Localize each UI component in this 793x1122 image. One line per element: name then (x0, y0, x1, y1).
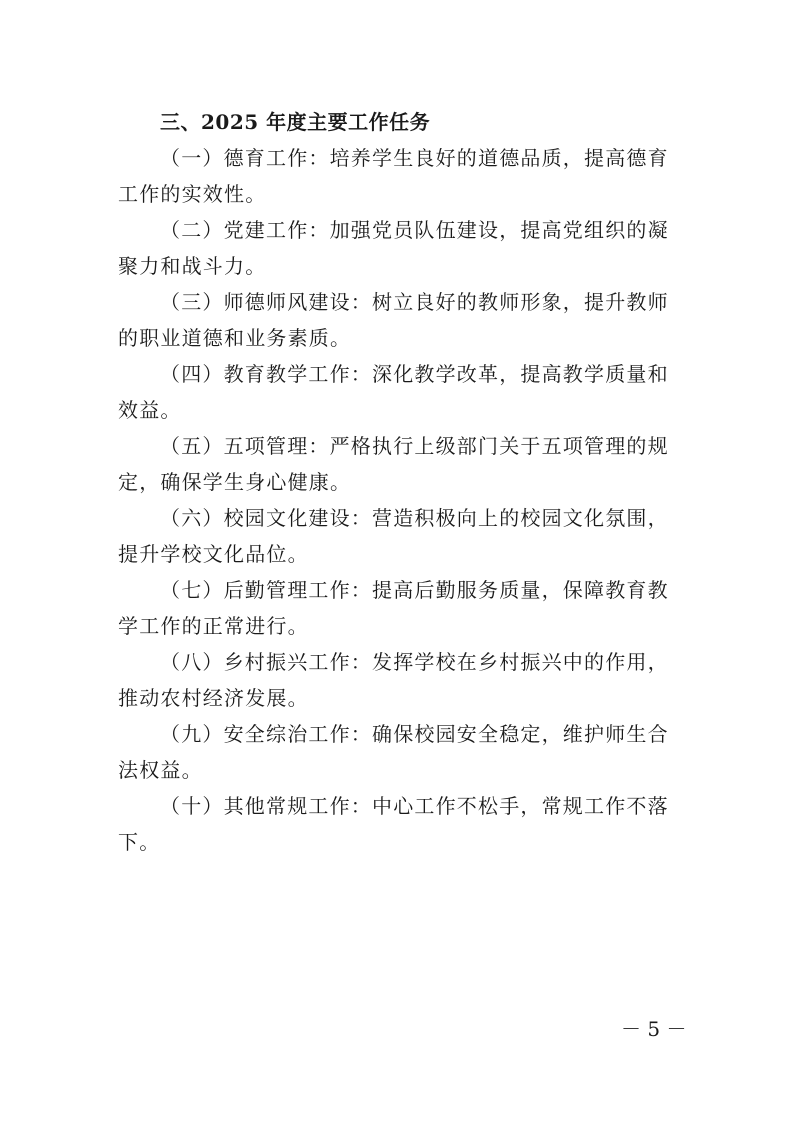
task-item-text-continued: 定，确保学生身心健康。 (118, 470, 352, 494)
task-item-8 (118, 644, 678, 716)
task-item-text: （一）德育工作：培养学生良好的道德品质，提高德育 (160, 146, 669, 170)
task-item-5 (118, 428, 678, 500)
task-item-3 (118, 284, 678, 356)
task-item-text: （二）党建工作：加强党员队伍建设，提高党组织的凝 (160, 218, 669, 242)
task-item-text: （六）校园文化建设：营造积极向上的校园文化氛围， (160, 506, 669, 530)
task-item-text-continued: 工作的实效性。 (118, 182, 267, 206)
task-item-text-continued: 法权益。 (118, 758, 203, 782)
task-item-9 (118, 716, 678, 788)
task-item-text: （四）教育教学工作：深化教学改革，提高教学质量和 (160, 362, 669, 386)
task-item-text-continued: 效益。 (118, 398, 182, 422)
section-heading: 三、2025 年度主要工作任务 (160, 110, 431, 134)
task-item-text: （八）乡村振兴工作：发挥学校在乡村振兴中的作用， (160, 650, 669, 674)
task-item-1 (118, 140, 678, 212)
task-item-4 (118, 356, 678, 428)
task-item-text-continued: 聚力和战斗力。 (118, 254, 267, 278)
task-item-text-continued: 下。 (118, 830, 161, 854)
task-item-text: （十）其他常规工作：中心工作不松手，常规工作不落 (160, 794, 669, 818)
task-item-2 (118, 212, 678, 284)
task-item-text-continued: 学工作的正常进行。 (118, 614, 309, 638)
task-item-text-continued: 的职业道德和业务素质。 (118, 326, 352, 350)
task-item-text-continued: 推动农村经济发展。 (118, 686, 309, 710)
task-item-text: （三）师德师风建设：树立良好的教师形象，提升教师 (160, 290, 669, 314)
task-item-7 (118, 572, 678, 644)
task-item-text: （五）五项管理：严格执行上级部门关于五项管理的规 (160, 434, 669, 458)
document-body (118, 104, 678, 860)
task-item-text-continued: 提升学校文化品位。 (118, 542, 309, 566)
task-item-text: （七）后勤管理工作：提高后勤服务质量，保障教育教 (160, 578, 669, 602)
task-item-text: （九）安全综治工作：确保校园安全稳定，维护师生合 (160, 722, 669, 746)
task-item-6 (118, 500, 678, 572)
task-item-10 (118, 788, 678, 860)
page-number: － 5 － (621, 1017, 687, 1041)
